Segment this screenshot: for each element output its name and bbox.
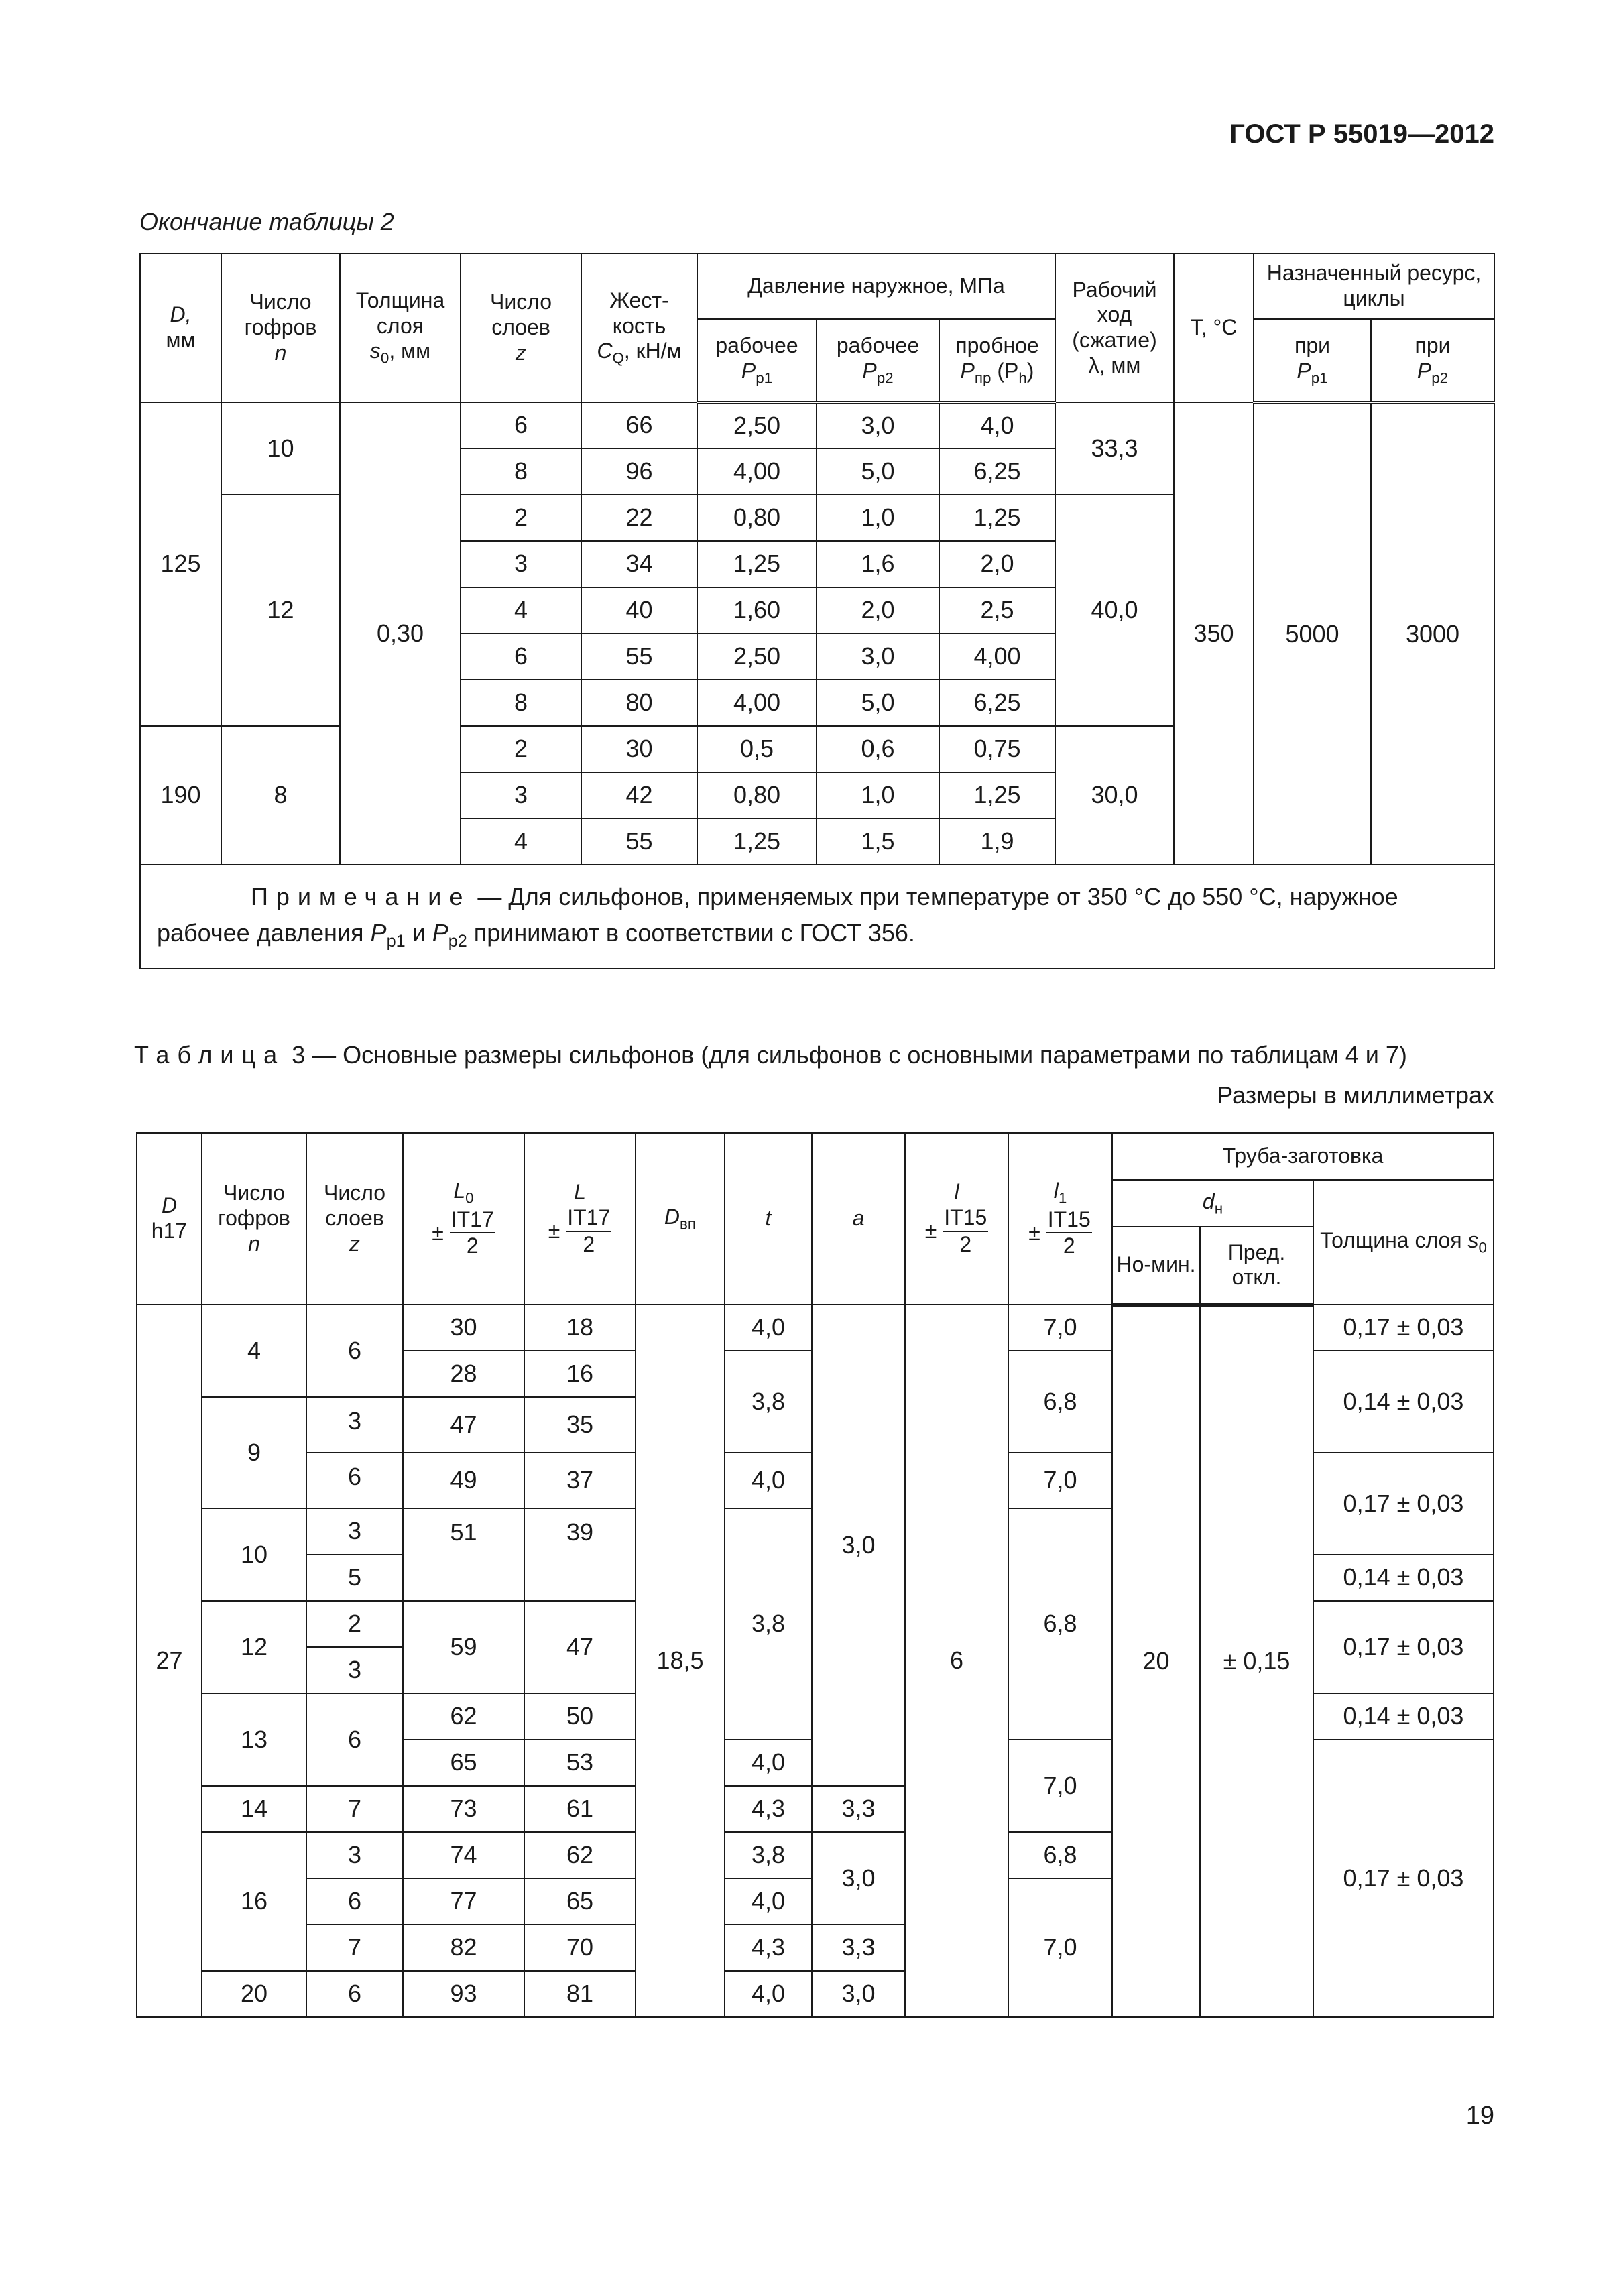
cell-n: 8 [221, 726, 340, 865]
cell-l1: 6,8 [1008, 1832, 1112, 1878]
cell-l: 39 [524, 1508, 636, 1601]
cell-z: 2 [461, 726, 581, 772]
cell-z: 6 [306, 1971, 403, 2017]
document-standard-header: ГОСТ Р 55019—2012 [1229, 119, 1494, 149]
cell-stroke: 30,0 [1055, 726, 1174, 865]
cell-pp2: 3,0 [817, 633, 939, 680]
cell-t: 4,0 [725, 1878, 812, 1925]
cell-t: 4,0 [725, 1971, 812, 2017]
cell-pp1: 2,50 [697, 633, 817, 680]
page-number: 19 [1465, 2102, 1494, 2130]
cell-s0: 0,17 ± 0,03 [1313, 1740, 1494, 2017]
cell-z: 2 [306, 1601, 403, 1647]
header-stiffness: Жест-кость $C_Q$, кН/м [581, 253, 697, 402]
cell-dvp: 18,5 [636, 1305, 725, 2017]
cell-n: 13 [202, 1693, 306, 1786]
cell-n: 14 [202, 1786, 306, 1832]
cell-z: 3 [461, 541, 581, 587]
cell-l: 37 [524, 1453, 636, 1508]
cell-l1: 7,0 [1008, 1305, 1112, 1351]
cell-thickness: 0,30 [340, 402, 461, 865]
cell-stiffness: 80 [581, 680, 697, 726]
cell-l0: 74 [403, 1832, 524, 1878]
cell-z: 6 [306, 1878, 403, 1925]
cell-dn-deviation: ± 0,15 [1200, 1305, 1313, 2017]
cell-temperature: 350 [1174, 402, 1254, 865]
cell-l0: 73 [403, 1786, 524, 1832]
cell-s0: 0,14 ± 0,03 [1313, 1693, 1494, 1740]
header-tube-group: Труба-заготовка [1112, 1133, 1494, 1180]
cell-a: 3,0 [812, 1832, 905, 1925]
header-l: L ± $\frac{IT17}{2}$ [524, 1133, 636, 1305]
cell-z: 7 [306, 1925, 403, 1971]
cell-n: 10 [221, 402, 340, 495]
cell-l0: 77 [403, 1878, 524, 1925]
cell-l: 35 [524, 1397, 636, 1453]
cell-ptest: 1,9 [939, 819, 1055, 865]
cell-pp1: 0,5 [697, 726, 817, 772]
cell-z: 3 [461, 772, 581, 819]
cell-l: 81 [524, 1971, 636, 2017]
table3-title: Таблица 3 — Основные размеры сильфонов (для сильфонов с основными параметрами по таблицам 4 и 7) [134, 1041, 1407, 1069]
cell-t: 4,0 [725, 1740, 812, 1786]
cell-stiffness: 96 [581, 448, 697, 495]
cell-n: 12 [221, 495, 340, 726]
cell-t: 4,3 [725, 1925, 812, 1971]
cell-pp1: 4,00 [697, 448, 817, 495]
cell-t: 4,3 [725, 1786, 812, 1832]
cell-stiffness: 66 [581, 402, 697, 448]
header-d: D, мм [140, 253, 221, 402]
header-l-small: l ± $\frac{IT15}{2}$ [905, 1133, 1008, 1305]
cell-l0: 59 [403, 1601, 524, 1693]
header-deviation: Пред. откл. [1200, 1227, 1313, 1305]
cell-s0: 0,14 ± 0,03 [1313, 1555, 1494, 1601]
header-p-working-2: рабочее $P_{р2}$ [817, 319, 939, 402]
cell-t: 3,8 [725, 1508, 812, 1740]
cell-stroke: 33,3 [1055, 402, 1174, 495]
cell-z: 6 [306, 1693, 403, 1786]
cell-z: 6 [306, 1305, 403, 1397]
cell-a: 3,0 [812, 1971, 905, 2017]
cell-pp1: 0,80 [697, 772, 817, 819]
cell-z: 8 [461, 448, 581, 495]
cell-z: 6 [461, 402, 581, 448]
cell-n: 12 [202, 1601, 306, 1693]
header-pressure-group: Давление наружное, МПа [697, 253, 1055, 319]
cell-pp1: 1,25 [697, 541, 817, 587]
table-2 [139, 253, 1495, 969]
header-corrugations: Число гофров n [202, 1133, 306, 1305]
cell-stiffness: 55 [581, 819, 697, 865]
header-tube-thickness: Толщина слоя $s_0$ [1313, 1180, 1494, 1305]
cell-l: 53 [524, 1740, 636, 1786]
cell-s0: 0,17 ± 0,03 [1313, 1305, 1494, 1351]
cell-l1: 6,8 [1008, 1351, 1112, 1453]
cell-l: 65 [524, 1878, 636, 1925]
cell-pp2: 2,0 [817, 587, 939, 633]
header-layers: Число слоев z [306, 1133, 403, 1305]
cell-t: 4,0 [725, 1305, 812, 1351]
cell-l: 70 [524, 1925, 636, 1971]
cell-ptest: 4,0 [939, 402, 1055, 448]
header-t: t [725, 1133, 812, 1305]
cell-z: 3 [306, 1397, 403, 1453]
cell-ptest: 2,0 [939, 541, 1055, 587]
cell-s0: 0,17 ± 0,03 [1313, 1601, 1494, 1693]
cell-ptest: 4,00 [939, 633, 1055, 680]
cell-dn-nominal: 20 [1112, 1305, 1200, 2017]
cell-l0: 82 [403, 1925, 524, 1971]
header-p-working-1: рабочее $P_{р1}$ [697, 319, 817, 402]
cell-stiffness: 30 [581, 726, 697, 772]
table-3 [136, 1132, 1494, 2018]
cell-pp2: 1,6 [817, 541, 939, 587]
header-dvp: $D_{вп}$ [636, 1133, 725, 1305]
cell-pp2: 3,0 [817, 402, 939, 448]
cell-t: 3,8 [725, 1832, 812, 1878]
cell-l: 62 [524, 1832, 636, 1878]
cell-l: 16 [524, 1351, 636, 1397]
cell-stiffness: 22 [581, 495, 697, 541]
cell-pp2: 1,5 [817, 819, 939, 865]
note-label: Примечание [251, 883, 471, 910]
cell-life-p2: 3000 [1371, 402, 1494, 865]
header-nominal: Но-мин. [1112, 1227, 1200, 1305]
cell-n: 20 [202, 1971, 306, 2017]
cell-l1: 7,0 [1008, 1878, 1112, 2017]
header-d: D h17 [137, 1133, 202, 1305]
cell-n: 9 [202, 1397, 306, 1508]
cell-l: 61 [524, 1786, 636, 1832]
cell-pp2: 0,6 [817, 726, 939, 772]
header-temperature: T, °C [1174, 253, 1254, 402]
cell-ptest: 0,75 [939, 726, 1055, 772]
cell-z: 3 [306, 1832, 403, 1878]
cell-d: 27 [137, 1305, 202, 2017]
cell-stiffness: 34 [581, 541, 697, 587]
cell-n: 16 [202, 1832, 306, 1971]
cell-l0: 30 [403, 1305, 524, 1351]
cell-stroke: 40,0 [1055, 495, 1174, 726]
cell-n: 4 [202, 1305, 306, 1397]
cell-a: 3,3 [812, 1786, 905, 1832]
cell-ptest: 1,25 [939, 495, 1055, 541]
cell-l0: 47 [403, 1397, 524, 1453]
cell-z: 4 [461, 819, 581, 865]
cell-z: 7 [306, 1786, 403, 1832]
cell-d: 190 [140, 726, 221, 865]
cell-l0: 49 [403, 1453, 524, 1508]
header-life-at-p2: при $P_{р2}$ [1371, 319, 1494, 402]
header-life-at-p1: при $P_{р1}$ [1254, 319, 1371, 402]
cell-l0: 28 [403, 1351, 524, 1397]
cell-pp2: 1,0 [817, 772, 939, 819]
cell-ptest: 6,25 [939, 448, 1055, 495]
cell-s0: 0,17 ± 0,03 [1313, 1453, 1494, 1555]
cell-pp1: 0,80 [697, 495, 817, 541]
cell-ptest: 1,25 [939, 772, 1055, 819]
cell-pp1: 2,50 [697, 402, 817, 448]
table-row [140, 402, 1494, 448]
cell-n: 10 [202, 1508, 306, 1601]
cell-l1: 7,0 [1008, 1740, 1112, 1832]
cell-s0: 0,14 ± 0,03 [1313, 1351, 1494, 1453]
cell-a: 3,3 [812, 1925, 905, 1971]
cell-l: 50 [524, 1693, 636, 1740]
header-life-group: Назначенный ресурс, циклы [1254, 253, 1494, 319]
header-corrugations: Число гофров n [221, 253, 340, 402]
cell-t: 4,0 [725, 1453, 812, 1508]
cell-l0: 51 [403, 1508, 524, 1601]
header-p-test: пробное $P_{пр}$ $(P_h)$ [939, 319, 1055, 402]
cell-z: 4 [461, 587, 581, 633]
cell-stiffness: 42 [581, 772, 697, 819]
cell-a: 3,0 [812, 1305, 905, 1786]
header-a: a [812, 1133, 905, 1305]
cell-l: 47 [524, 1601, 636, 1693]
cell-l-small: 6 [905, 1305, 1008, 2017]
table-note: Примечание — Для сильфонов, применяемых при температуре от 350 °С до 550 °С, наружное рабочее давления $P_{р1}$ и $P_{р2}$ принимают в соответствии с ГОСТ 356. [140, 865, 1494, 969]
cell-pp1: 4,00 [697, 680, 817, 726]
cell-l0: 62 [403, 1693, 524, 1740]
cell-z: 3 [306, 1508, 403, 1555]
cell-pp2: 5,0 [817, 448, 939, 495]
cell-d: 125 [140, 402, 221, 726]
cell-pp2: 1,0 [817, 495, 939, 541]
header-l1: $l_1$ ± $\frac{IT15}{2}$ [1008, 1133, 1112, 1305]
table2-caption: Окончание таблицы 2 [139, 208, 394, 235]
cell-l0: 65 [403, 1740, 524, 1786]
cell-pp1: 1,25 [697, 819, 817, 865]
header-thickness: Толщина слоя $s_0$, мм [340, 253, 461, 402]
cell-l0: 93 [403, 1971, 524, 2017]
cell-ptest: 2,5 [939, 587, 1055, 633]
header-dn: $d_н$ [1112, 1180, 1313, 1227]
cell-z: 3 [306, 1647, 403, 1693]
cell-t: 3,8 [725, 1351, 812, 1453]
table3-units: Размеры в миллиметрах [1217, 1081, 1494, 1109]
cell-z: 6 [306, 1453, 403, 1508]
cell-pp1: 1,60 [697, 587, 817, 633]
cell-z: 5 [306, 1555, 403, 1601]
cell-pp2: 5,0 [817, 680, 939, 726]
cell-l1: 6,8 [1008, 1508, 1112, 1740]
header-stroke: Рабочий ход (сжатие) λ, мм [1055, 253, 1174, 402]
table-note-row [140, 865, 1494, 969]
table-row [137, 1305, 1494, 1351]
cell-life-p1: 5000 [1254, 402, 1371, 865]
cell-z: 8 [461, 680, 581, 726]
cell-z: 6 [461, 633, 581, 680]
cell-l1: 7,0 [1008, 1453, 1112, 1508]
cell-l: 18 [524, 1305, 636, 1351]
cell-z: 2 [461, 495, 581, 541]
cell-stiffness: 55 [581, 633, 697, 680]
header-l0: $L_0$ ± $\frac{IT17}{2}$ [403, 1133, 524, 1305]
cell-stiffness: 40 [581, 587, 697, 633]
header-layers: Число слоев z [461, 253, 581, 402]
cell-ptest: 6,25 [939, 680, 1055, 726]
